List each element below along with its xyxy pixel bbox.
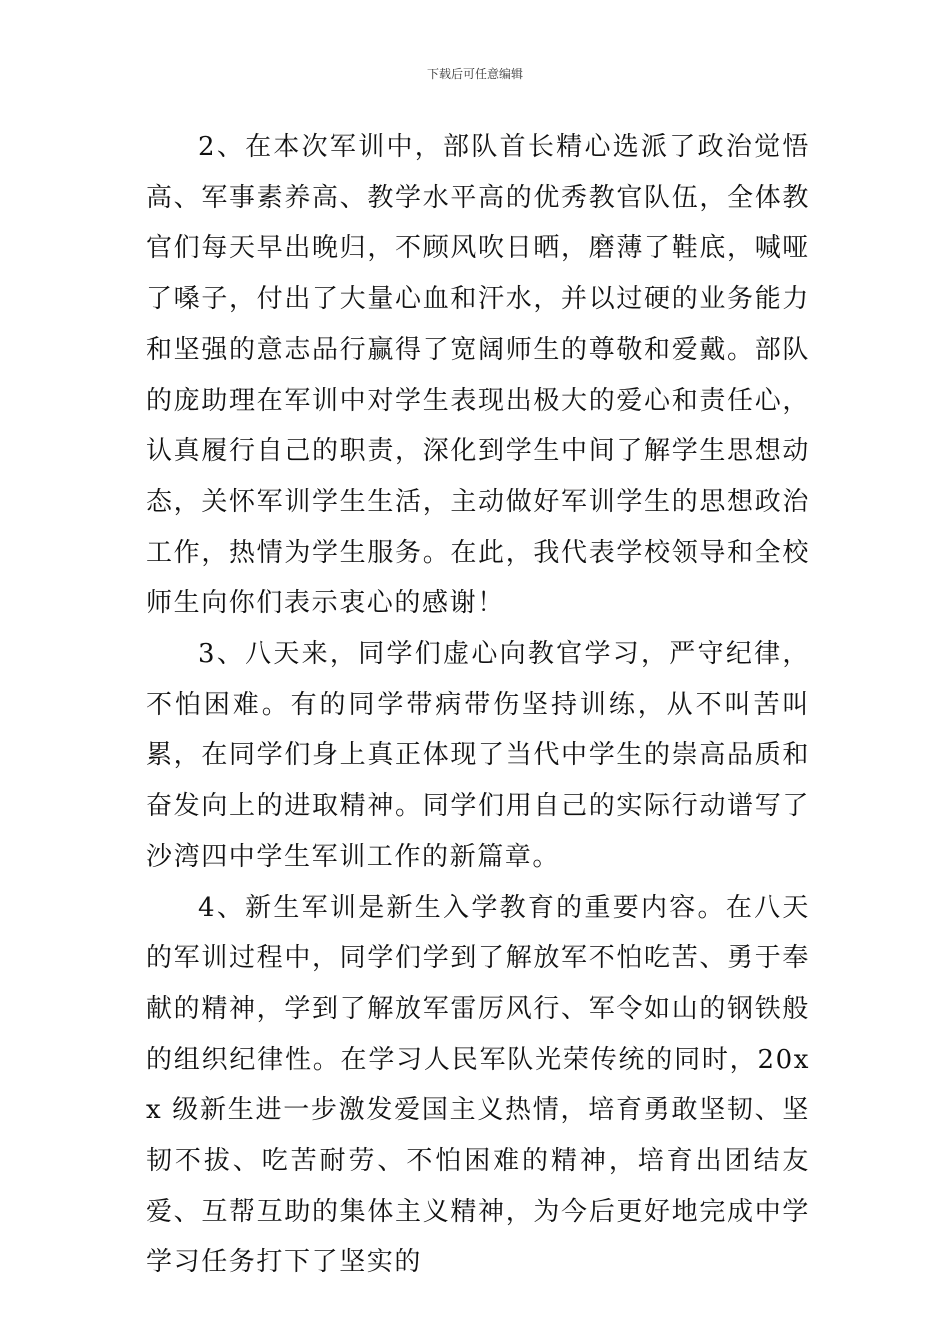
- page-header: 下载后可任意编辑: [426, 67, 523, 81]
- paragraph-4: 4、新生军训是新生入学教育的重要内容。在八天的军训过程中，同学们学到了解放军不怕吃苦、勇于奉献的精神，学到了解放军雷厉风行、军令如山的钢铁般的组织纪律性。在学习人民军队光荣传统的同时，20xx 级新生进一步激发爱国主义热情，培育勇敢坚韧、坚韧不拔、吃苦耐劳、不怕困难的精神，培育出团结友爱、互帮互助的集体主义精神，为今后更好地完成中学学习任务打下了坚实的: [146, 892, 810, 1278]
- document-body: [146, 122, 810, 1288]
- paragraph-3: 3、八天来，同学们虚心向教官学习，严守纪律，不怕困难。有的同学带病带伤坚持训练，从不叫苦叫累，在同学们身上真正体现了当代中学生的崇高品质和奋发向上的进取精神。同学们用自己的实际行动谱写了沙湾四中学生军训工作的新篇章。: [146, 639, 810, 872]
- paragraph-2: 2、在本次军训中，部队首长精心选派了政治觉悟高、军事素养高、教学水平高的优秀教官队伍，全体教官们每天早出晚归，不顾风吹日晒，磨薄了鞋底，喊哑了嗓子，付出了大量心血和汗水，并以过硬的业务能力和坚强的意志品行赢得了宽阔师生的尊敬和爱戴。部队的庞助理在军训中对学生表现出极大的爱心和责任心，认真履行自己的职责，深化到学生中间了解学生思想动态，关怀军训学生生活，主动做好军训学生的思想政治工作，热情为学生服务。在此，我代表学校领导和全校师生向你们表示衷心的感谢！: [146, 132, 810, 619]
